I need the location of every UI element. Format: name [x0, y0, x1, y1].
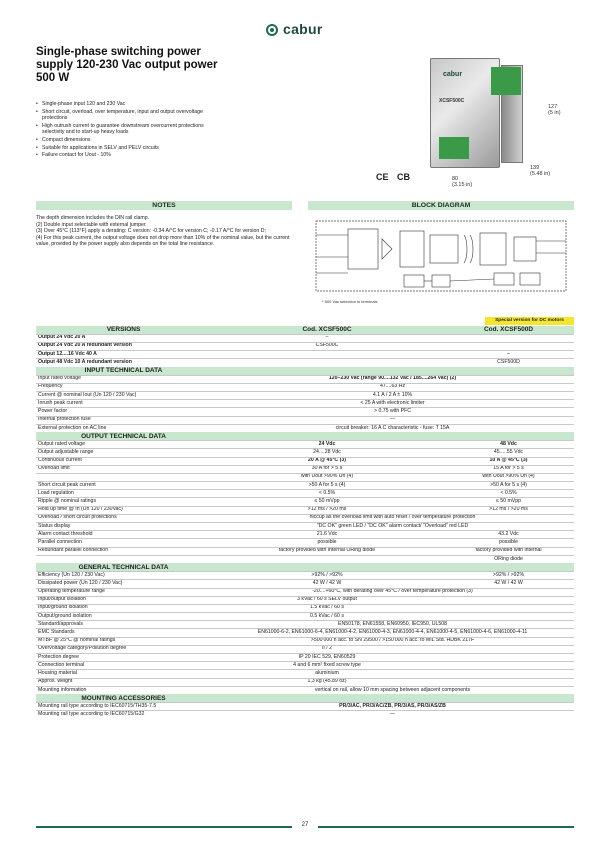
spec-row	[36, 645, 574, 653]
spec-value-c	[211, 351, 443, 359]
spec-value: 47....63 Hz	[211, 383, 574, 391]
spec-row	[36, 613, 574, 621]
footer	[36, 822, 574, 830]
spec-value-d: >50 A for 5 s (4)	[443, 482, 574, 490]
spec-value-d	[443, 596, 574, 604]
spec-row	[36, 637, 574, 645]
version-d-code: Cod. XCSF500D	[443, 326, 574, 334]
spec-value: 4.1 A / 2 A ± 10%	[211, 392, 574, 400]
spec-label: Ripple @ nominal ratings	[36, 498, 211, 506]
spec-row	[36, 588, 574, 596]
spec-label: Protection degree	[36, 654, 211, 662]
spec-label: Internal protection fuse	[36, 416, 211, 424]
spec-label: Output/ground isolation	[36, 613, 211, 621]
spec-value-c: with Uout >90% Un (4)	[211, 473, 443, 481]
spec-value-d: ORing diode	[443, 555, 574, 563]
spec-value-c: >12 ms / >20 ms	[211, 506, 443, 514]
spec-row	[36, 514, 574, 522]
spec-label: Operating temperature range	[36, 588, 211, 596]
spec-value-c: II / 2	[211, 645, 443, 653]
spec-value-d: factory provided with internal	[443, 547, 574, 555]
spec-label: Housing material	[36, 670, 211, 678]
input-section-row	[36, 367, 574, 375]
block-diagram	[308, 213, 574, 310]
page-title: Single-phase switching power supply 120-230 Vac output power 500 W	[36, 46, 218, 84]
spec-value-c: < 0.5%	[211, 490, 443, 498]
feature-item: • Single-phase input 120 and 230 Vac	[36, 101, 206, 108]
spec-value-c: 3 kVac / 60 s SELV output	[211, 596, 443, 604]
spec-label: Output 48 Vdc 10 A redundant version	[36, 359, 211, 367]
spec-label: Overvoltage category/Pollution degree	[36, 645, 211, 653]
dim-height-value: 127	[548, 104, 558, 110]
dim-width-inch: (3.15 in)	[452, 182, 473, 188]
spec-label: MTBF @ 25°C @ nominal ratings	[36, 637, 211, 645]
spec-row	[36, 342, 574, 350]
spec-row	[36, 498, 574, 506]
spec-value-d	[443, 645, 574, 653]
dim-height	[548, 104, 561, 116]
spec-label: Output 24 Vdc 20 A	[36, 334, 211, 342]
spec-label: Output 12....16 Vdc 40 A	[36, 351, 211, 359]
cb-mark: CB	[397, 172, 411, 182]
spec-row	[36, 416, 574, 424]
accessories-section-row	[36, 694, 574, 702]
spec-value-d	[443, 604, 574, 612]
spec-row	[36, 359, 574, 367]
dim-width	[452, 176, 472, 188]
spec-label: Parallel connection	[36, 539, 211, 547]
spec-value: < 25 A with electronic limiter	[211, 400, 574, 408]
spec-value-c: –	[211, 334, 443, 342]
spec-row	[36, 441, 574, 449]
general-section-row	[36, 563, 574, 571]
accessories-section-title: MOUNTING ACCESSORIES	[36, 694, 211, 702]
spec-label: Dissipated power (Un 120 / 230 Vac)	[36, 580, 211, 588]
dim-depth	[530, 165, 550, 177]
note-item: The depth dimension includes the DIN rail clamp.	[36, 215, 150, 221]
output-section-title: OUTPUT TECHNICAL DATA	[36, 432, 211, 440]
spec-label: Short circuit peak current	[36, 482, 211, 490]
certifications	[376, 172, 410, 182]
spec-value: vertical on rail, allow 10 mm spacing between adjacent components	[211, 686, 574, 694]
spec-value: EN61000-6-2, EN61000-6-4, EN61000-4-2, EN61000-4-3, EN61000-4-4, EN61000-4-5, EN61000-4-6, EN61000-4-11	[211, 629, 574, 637]
page-number: 27	[292, 822, 318, 830]
spec-value: -20....+60°C, with derating over 45°C / over temperature protection (3)	[211, 588, 574, 596]
spec-row	[36, 531, 574, 539]
spec-label: Mounting information	[36, 686, 211, 694]
general-section-title: GENERAL TECHNICAL DATA	[36, 563, 211, 571]
spec-row	[36, 400, 574, 408]
spec-label: Overload / short circuit protections	[36, 514, 211, 522]
spec-row	[36, 629, 574, 637]
spec-value-d: CSF500D	[443, 359, 574, 367]
spec-row	[36, 408, 574, 416]
spec-label: Hold up time @ In (Un 120 / 230Vac)	[36, 506, 211, 514]
feature-item: • Suitable for applications in SELV and PELV circuits	[36, 145, 206, 152]
spec-table	[36, 326, 574, 719]
spec-value: —	[211, 416, 574, 424]
notes-header: NOTES	[36, 201, 292, 210]
spec-value: 120–230 Vac (range 90....132 Vac / 185....264 Vac) (2)	[211, 375, 574, 383]
spec-row	[36, 523, 574, 531]
spec-value-d: ≤ 50 mVpp	[443, 498, 574, 506]
note-item: (4) For this peak current, the output voltage does not drop more than 10% of the nominal value, but the current value, provided by the power supply also depends on the total line resistance.	[36, 234, 290, 248]
spec-label: Power factor	[36, 408, 211, 416]
spec-value-d	[443, 342, 574, 350]
spec-value-d: –	[443, 351, 574, 359]
spec-label: Alarm contact threshold	[36, 531, 211, 539]
spec-value-c: 42 W / 42 W	[211, 580, 443, 588]
spec-label: Current @ nominal Iout (Un 120 / 230 Vac)	[36, 392, 211, 400]
spec-label: Input/output isolation	[36, 596, 211, 604]
spec-label: Load regulation	[36, 490, 211, 498]
spec-value-d	[443, 613, 574, 621]
product-model: XCSF500C	[439, 98, 465, 104]
spec-row	[36, 465, 574, 473]
spec-value: > 0.75 with PFC	[211, 408, 574, 416]
spec-label: Redundant parallel connection	[36, 547, 211, 555]
spec-value-d	[443, 334, 574, 342]
diagram-caption: * 500 Vac selection in terminals	[322, 299, 378, 304]
spec-value-c: 24....28 Vdc	[211, 449, 443, 457]
spec-value-d	[443, 654, 574, 662]
spec-row	[36, 351, 574, 359]
spec-row	[36, 654, 574, 662]
feature-item: • Short circuit, overload, over temperature, input and output overvoltage protections	[36, 109, 206, 122]
spec-value-d: 45.....55 Vdc	[443, 449, 574, 457]
spec-label: Continuous current	[36, 457, 211, 465]
spec-label: Input/ground isolation	[36, 604, 211, 612]
spec-value-c: CSF500C	[211, 342, 443, 350]
spec-row	[36, 555, 574, 563]
spec-value-d	[443, 662, 574, 670]
spec-value: —	[211, 711, 574, 719]
block-diagram-header: BLOCK DIAGRAM	[308, 201, 574, 210]
spec-row	[36, 383, 574, 391]
spec-value-c: aluminium	[211, 670, 443, 678]
spec-value-d: 48 Vdc	[443, 441, 574, 449]
terminal-block-top	[491, 67, 521, 95]
product-brand: cabur	[443, 71, 463, 78]
spec-label: Status display	[36, 523, 211, 531]
spec-row	[36, 375, 574, 383]
spec-label: Mounting rail type according to IEC60715/TH35-7.5	[36, 703, 211, 711]
spec-value-d: >12 ms / >20 ms	[443, 506, 574, 514]
spec-value-d: 10 A @ 45°C (3)	[443, 457, 574, 465]
spec-value: >500'000 h acc. to SN 29500 / >150'000 h acc. to MIL Std. HDBK 217F	[211, 637, 574, 645]
spec-value-c: 30 A for > 5 s	[211, 465, 443, 473]
feature-item: • Failure contact for Uout - 10%	[36, 152, 206, 159]
spec-row	[36, 457, 574, 465]
spec-value-c: 20 A @ 45°C (3)	[211, 457, 443, 465]
spec-row	[36, 686, 574, 694]
spec-value-d: 15 A for > 5 s	[443, 465, 574, 473]
spec-value-d: with Uout >90% Un (4)	[443, 473, 574, 481]
logo-mark-icon	[266, 24, 278, 36]
spec-value-d: >92% / >92%	[443, 572, 574, 580]
dim-depth-value: 139	[530, 165, 540, 171]
spec-label: Output adjustable range	[36, 449, 211, 457]
versions-header-row	[36, 326, 574, 334]
spec-value-d: 42 W / 42 W	[443, 580, 574, 588]
notes-list	[36, 215, 292, 248]
spec-row	[36, 662, 574, 670]
feature-item: • Compact dimensions	[36, 137, 206, 144]
terminal-block-bottom	[439, 137, 469, 159]
spec-value-c: 0.5 kVac / 60 s	[211, 613, 443, 621]
note-item: (2) Double input selectable with external jumper.	[36, 221, 147, 228]
spec-label	[36, 555, 211, 563]
spec-value-c: 4 and 6 mm² fixed screw type	[211, 662, 443, 670]
spec-label: Overload limit	[36, 465, 211, 473]
spec-row	[36, 424, 574, 432]
spec-value-d	[443, 670, 574, 678]
dim-depth-inch: (5.48 in)	[530, 171, 551, 177]
spec-row	[36, 621, 574, 629]
ce-mark: CE	[376, 172, 389, 182]
spec-row	[36, 572, 574, 580]
spec-label: EMC Standards	[36, 629, 211, 637]
product-image	[430, 58, 500, 168]
spec-value-c: possible	[211, 539, 443, 547]
spec-value-c: >92% / >92%	[211, 572, 443, 580]
spec-value-c: 21.6 Vdc	[211, 531, 443, 539]
spec-row	[36, 678, 574, 686]
spec-row	[36, 482, 574, 490]
spec-value: "DC OK" green LED / "DC OK" alarm contact/ "Overload" red LED	[211, 523, 574, 531]
spec-label: External protection on AC line	[36, 424, 211, 432]
spec-row	[36, 604, 574, 612]
spec-row	[36, 711, 574, 719]
spec-row	[36, 547, 574, 555]
spec-row	[36, 392, 574, 400]
spec-row	[36, 449, 574, 457]
dim-width-value: 80	[452, 176, 459, 182]
spec-value-d	[443, 678, 574, 686]
spec-label	[36, 473, 211, 481]
spec-value-d: possible	[443, 539, 574, 547]
feature-list	[36, 101, 206, 160]
spec-label: Efficiency (Un 120 / 230 Vac)	[36, 572, 211, 580]
spec-row	[36, 670, 574, 678]
spec-row	[36, 580, 574, 588]
brand-name: cabur	[283, 21, 323, 37]
spec-row	[36, 334, 574, 342]
spec-label: Output 24 Vdc 20 A redundant version	[36, 342, 211, 350]
spec-value-c: 1,3 kg (45.89 oz)	[211, 678, 443, 686]
brand-logo	[266, 22, 356, 38]
spec-value-c	[211, 555, 443, 563]
spec-label: Standard/approvals	[36, 621, 211, 629]
spec-row	[36, 490, 574, 498]
spec-value-c: 24 Vdc	[211, 441, 443, 449]
spec-value: PR/3/AC, PR/3/AC/ZB, PR/3/AS, PR/3/AS/ZB	[211, 703, 574, 711]
spec-label: Connection terminal	[36, 662, 211, 670]
spec-value-c: factory provided with internal ORing diode	[211, 547, 443, 555]
spec-label: Frequency	[36, 383, 211, 391]
spec-value-d: < 0.5%	[443, 490, 574, 498]
dc-motors-badge: Special version for DC motors	[485, 317, 574, 325]
spec-value-c: ≤ 50 mVpp	[211, 498, 443, 506]
input-section-title: INPUT TECHNICAL DATA	[36, 367, 211, 375]
spec-row	[36, 506, 574, 514]
spec-row	[36, 473, 574, 481]
versions-title: VERSIONS	[36, 326, 211, 334]
spec-value: circuit breaker: 16 A C characteristic - fuse: T 15A	[211, 424, 574, 432]
spec-label: Output rated voltage	[36, 441, 211, 449]
spec-value-c: IP 20 IEC 529, EN60529	[211, 654, 443, 662]
spec-label: Mounting rail type according to IEC60715/G32	[36, 711, 211, 719]
spec-row	[36, 596, 574, 604]
spec-value-c	[211, 359, 443, 367]
spec-label: Inrush peak current	[36, 400, 211, 408]
dim-height-inch: (5 in)	[548, 110, 561, 116]
spec-value: hiccup as the overload limit with auto reset / over temperature protection	[211, 514, 574, 522]
feature-item: • High outrush current to guarantee downstream overcurrent protections selectivity and to start-up heavy loads	[36, 123, 206, 136]
note-item: (3) Over 45°C (113°F) apply a derating: C version: -0.34 A/°C for version C; -0.17 A/°C for version D;	[36, 228, 266, 235]
spec-value-d: 43.2 Vdc	[443, 531, 574, 539]
spec-row	[36, 703, 574, 711]
spec-label: Input rated voltage	[36, 375, 211, 383]
spec-label: Approx. weight	[36, 678, 211, 686]
version-c-code: Cod. XCSF500C	[211, 326, 443, 334]
output-section-row	[36, 432, 574, 440]
spec-value-c: >50 A for 5 s (4)	[211, 482, 443, 490]
spec-value: EN50178, EN61558, EN60950, IEC950, UL508	[211, 621, 574, 629]
spec-value-c: 1.5 kVac / 60 s	[211, 604, 443, 612]
spec-row	[36, 539, 574, 547]
